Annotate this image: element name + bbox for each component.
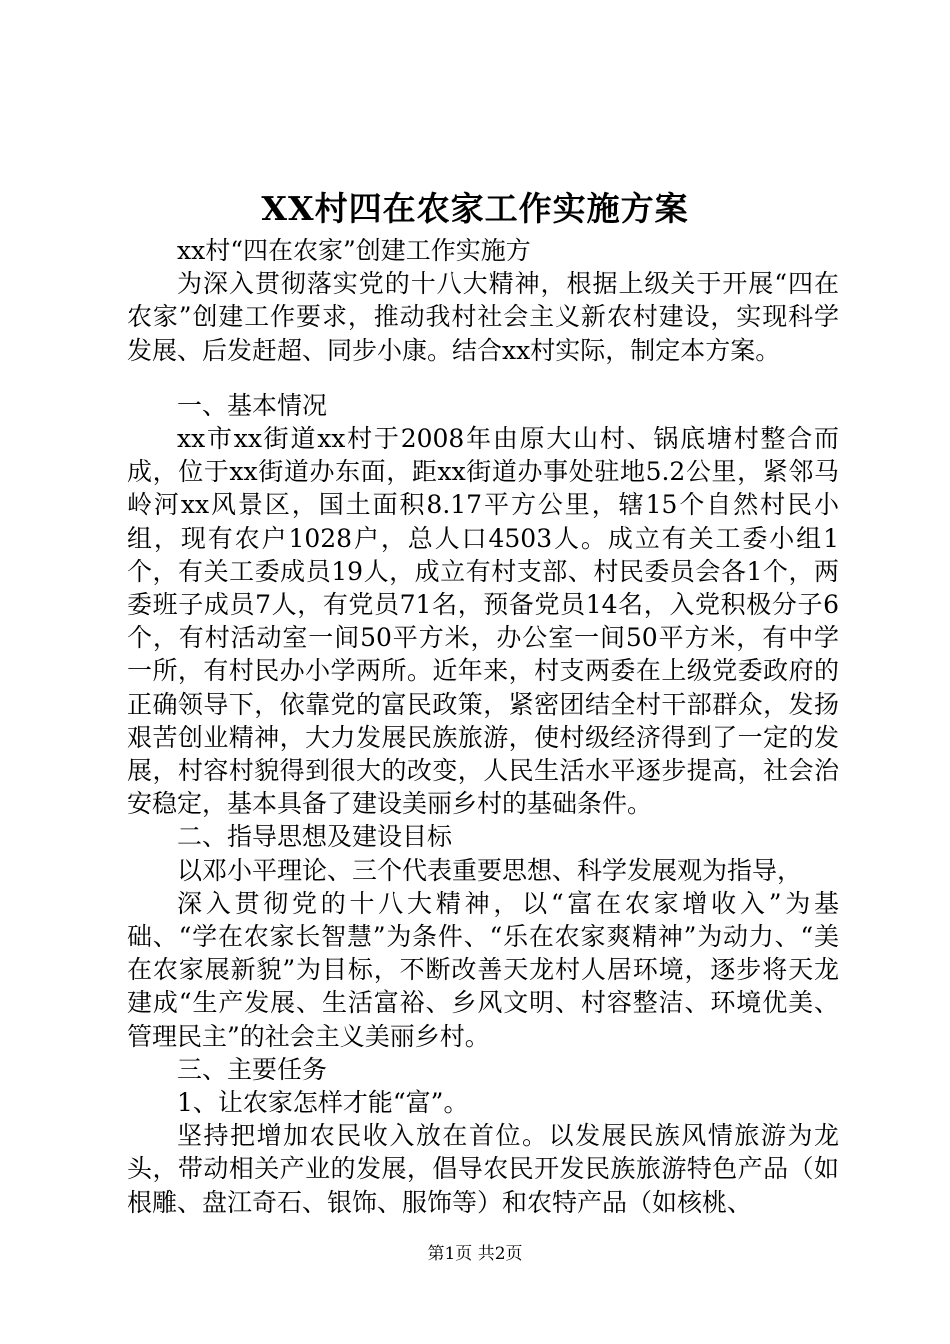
guidance-paragraph: 以邓小平理论、三个代表重要思想、科学发展观为指导， (177, 855, 803, 885)
task-paragraph-1: 坚持把增加农民收入放在首位。以发展民族风情旅游为龙头，带动相关产业的发展，倡导农民开发民族旅游特色产品（如根雕、盘江奇石、银饰、服饰等）和农特产品（如核桃、 (127, 1121, 839, 1217)
subtitle-paragraph: xx村“四在农家”创建工作实施方 (177, 236, 531, 265)
task-heading-1: 1、让农家怎样才能“富”。 (177, 1088, 469, 1118)
intro-paragraph: 为深入贯彻落实党的十八大精神，根据上级关于开展“四在农家”创建工作要求，推动我村社会主义新农村建设，实现科学发展、后发赶超、同步小康。结合xx村实际，制定本方案。 (127, 269, 839, 365)
page-footer: 第1页 共2页 (427, 1244, 523, 1264)
basic-situation-paragraph: xx市xx街道xx村于2008年由原大山村、锅底塘村整合而成，位于xx街道办东面，距xx街道办事处驻地5.2公里，紧邻马岭河xx风景区，国土面积8.17平方公里，辖15个自然村民小组，现有农户1028户，总人口4503人。成立有关工委小组1个，有关工委成员19人，成立有村支部、村民委员会各1个，两委班子成员7人，有党员71名，预备党员14名，入党积极分子6个，有村活动室一间50平方米，办公室一间50平方米，有中学一所，有村民办小学两所。近年来，村支两委在上级党委政府的正确领导下，依靠党的富民政策，紧密团结全村干部群众，发扬艰苦创业精神，大力发展民族旅游，使村级经济得到了一定的发展，村容村貌得到很大的改变，人民生活水平逐步提高，社会治安稳定，基本具备了建设美丽乡村的基础条件。 (127, 424, 839, 819)
section-heading-basic: 一、基本情况 (177, 390, 328, 420)
document-body (127, 234, 839, 1219)
section-heading-guidance: 二、指导思想及建设目标 (177, 822, 453, 852)
section-heading-tasks: 三、主要任务 (177, 1054, 328, 1084)
goals-paragraph: 深入贯彻党的十八大精神，以“富在农家增收入”为基础、“学在农家长智慧”为条件、“乐在农家爽精神”为动力、“美在农家展新貌”为目标，不断改善天龙村人居环境，逐步将天龙建成“生产发展、生活富裕、乡风文明、村容整洁、环境优美、管理民主”的社会主义美丽乡村。 (127, 888, 839, 1051)
document-title: XX村四在农家工作实施方案 (261, 189, 689, 228)
